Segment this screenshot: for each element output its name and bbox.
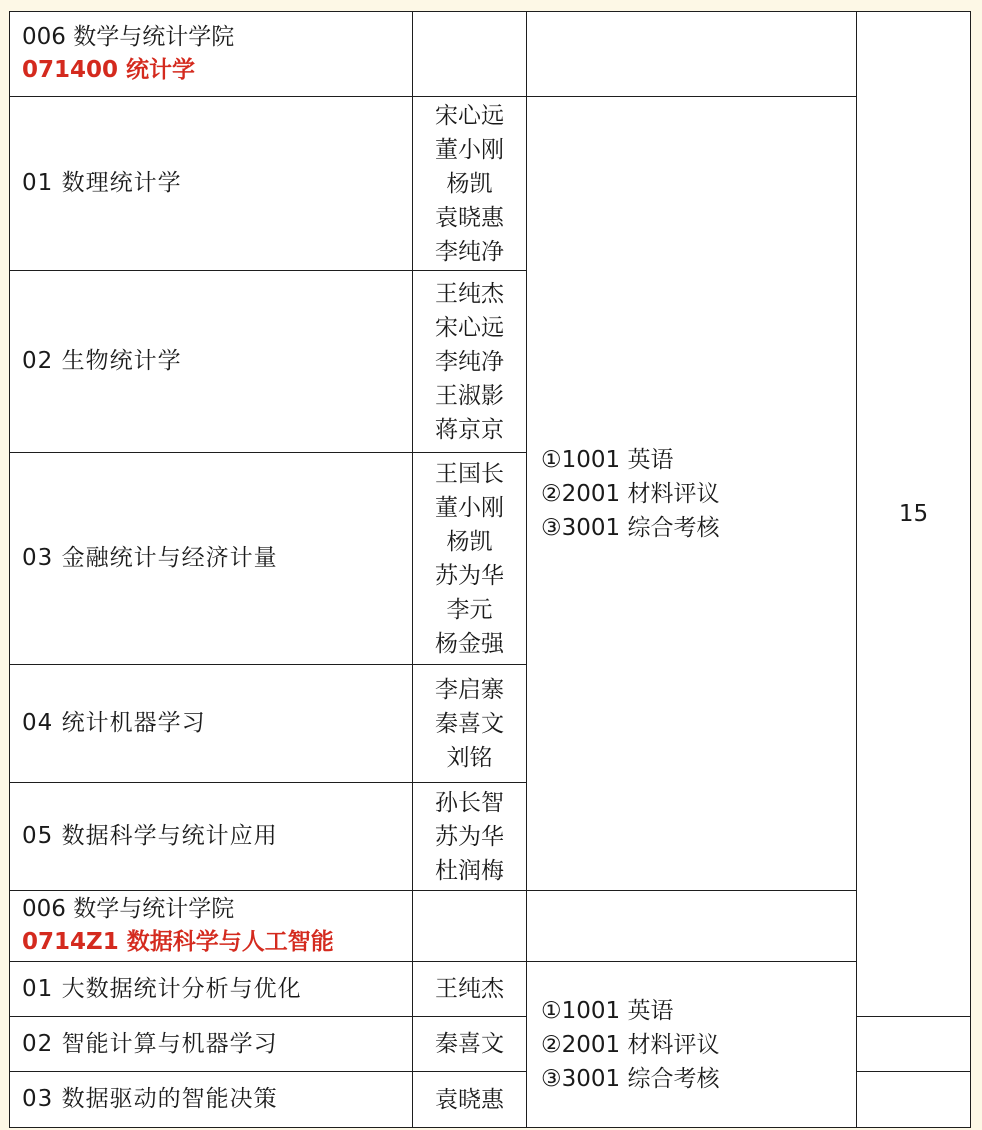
supervisor-name: 王淑影	[435, 382, 504, 409]
supervisors-cell	[413, 783, 527, 891]
major-header-cell	[10, 891, 413, 962]
supervisor-name: 秦喜文	[435, 1031, 504, 1057]
major-header-cell	[10, 12, 413, 97]
direction-label: 01 数理统计学	[22, 170, 182, 196]
supervisor-name: 李纯净	[435, 238, 504, 265]
direction-cell	[10, 453, 413, 665]
direction-cell	[10, 1072, 413, 1128]
supervisor-name: 王纯杰	[435, 280, 504, 307]
empty-cell	[857, 1072, 971, 1128]
supervisors-cell	[413, 1072, 527, 1128]
exam-subject: ③3001 综合考核	[541, 514, 720, 541]
supervisors-cell	[413, 271, 527, 453]
major-header-row	[10, 12, 971, 97]
empty-cell	[413, 891, 527, 962]
empty-cell	[527, 891, 857, 962]
direction-label: 03 金融统计与经济计量	[22, 545, 278, 571]
supervisor-name: 宋心远	[435, 314, 504, 341]
empty-cell	[413, 12, 527, 97]
enrollment-count: 15	[898, 500, 929, 527]
exam-subject: ②2001 材料评议	[541, 1031, 720, 1058]
college-name: 006 数学与统计学院	[22, 896, 235, 922]
supervisor-name: 李纯净	[435, 348, 504, 375]
supervisor-name: 宋心远	[435, 102, 504, 129]
direction-label: 04 统计机器学习	[22, 710, 206, 736]
supervisors-cell	[413, 1017, 527, 1072]
supervisor-name: 苏为华	[435, 823, 504, 850]
exam-subject: ①1001 英语	[541, 446, 674, 473]
supervisor-name: 李启寨	[435, 676, 504, 703]
supervisor-name: 李元	[446, 596, 493, 623]
empty-cell	[857, 1017, 971, 1072]
exam-subject: ②2001 材料评议	[541, 480, 720, 507]
major-code-name: 0714Z1 数据科学与人工智能	[22, 929, 334, 955]
direction-label: 05 数据科学与统计应用	[22, 823, 278, 849]
exam-subject: ③3001 综合考核	[541, 1065, 720, 1092]
direction-label: 03 数据驱动的智能决策	[22, 1086, 278, 1112]
direction-cell	[10, 271, 413, 453]
supervisor-name: 董小刚	[435, 136, 504, 163]
supervisor-name: 蒋京京	[435, 416, 504, 443]
direction-label: 01 大数据统计分析与优化	[22, 975, 302, 1002]
major-header-row	[10, 891, 971, 962]
empty-cell	[527, 12, 857, 97]
supervisors-cell	[413, 453, 527, 665]
direction-cell	[10, 97, 413, 271]
supervisor-name: 杨凯	[446, 170, 493, 197]
supervisors-cell	[413, 962, 527, 1017]
exam-subject: ①1001 英语	[541, 997, 674, 1024]
supervisor-name: 袁晓惠	[435, 1086, 504, 1113]
supervisor-name: 袁晓惠	[435, 204, 504, 231]
college-name: 006 数学与统计学院	[22, 24, 235, 50]
direction-row	[10, 962, 971, 1017]
direction-cell	[10, 962, 413, 1017]
supervisor-name: 董小刚	[435, 494, 504, 521]
supervisors-cell	[413, 97, 527, 271]
direction-label: 02 智能计算与机器学习	[22, 1030, 278, 1057]
direction-cell	[10, 665, 413, 783]
supervisor-name: 王国长	[435, 460, 504, 487]
direction-row	[10, 97, 971, 271]
supervisor-name: 杨金强	[435, 630, 504, 657]
supervisor-name: 孙长智	[435, 789, 504, 816]
supervisors-cell	[413, 665, 527, 783]
supervisor-name: 杨凯	[446, 528, 493, 555]
direction-label: 02 生物统计学	[22, 348, 182, 374]
supervisor-name: 苏为华	[435, 562, 504, 589]
direction-cell	[10, 783, 413, 891]
supervisor-name: 秦喜文	[435, 710, 504, 737]
exam-subjects-cell	[527, 97, 857, 891]
supervisor-name: 刘铭	[446, 744, 493, 771]
supervisor-name: 杜润梅	[435, 857, 504, 884]
enrollment-cell	[857, 12, 971, 1017]
admissions-catalog-table	[9, 11, 971, 1128]
exam-subjects-cell	[527, 962, 857, 1128]
supervisor-name: 王纯杰	[435, 976, 504, 1002]
direction-cell	[10, 1017, 413, 1072]
major-code-name: 071400 统计学	[22, 57, 196, 83]
